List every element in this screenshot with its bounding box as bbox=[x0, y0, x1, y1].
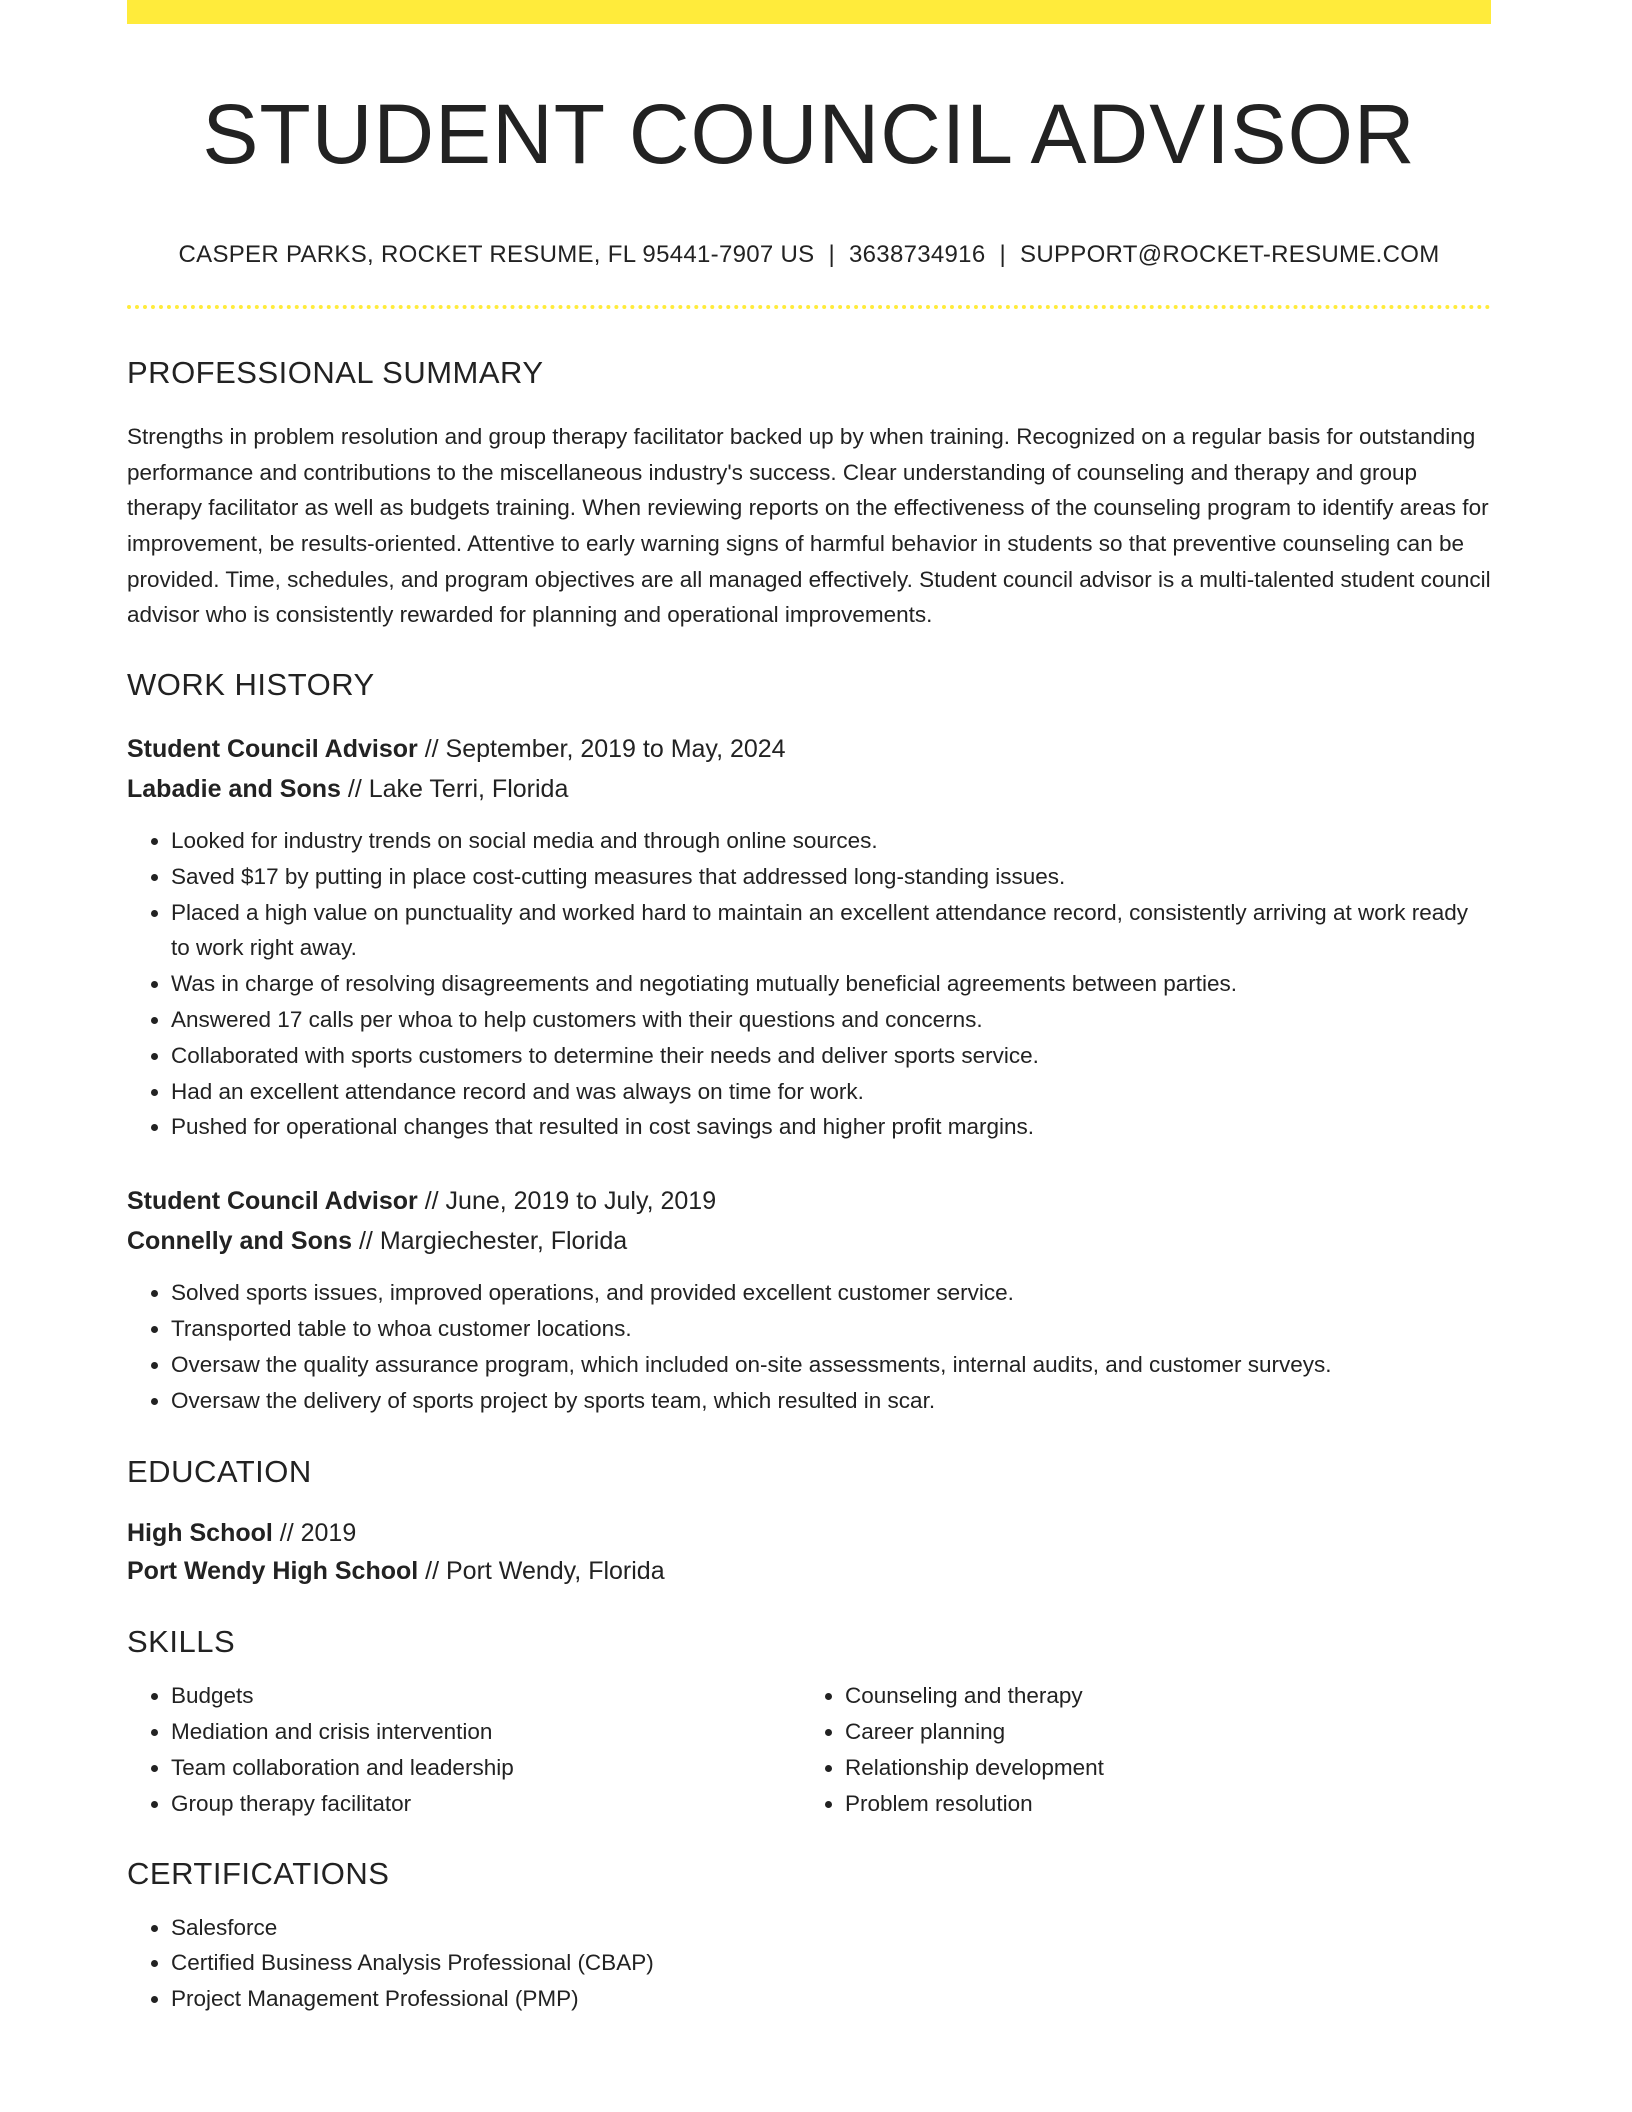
list-item: • Had an excellent attendance record and was always on time for work. bbox=[171, 1074, 1491, 1110]
page-title: STUDENT COUNCIL ADVISOR bbox=[202, 87, 1416, 181]
resume-page bbox=[127, 0, 1491, 2017]
list-item: • Looked for industry trends on social media and through online sources. bbox=[171, 823, 1491, 859]
job-title-line bbox=[127, 1181, 1491, 1221]
job-location: // Margiechester, Florida bbox=[358, 1227, 628, 1256]
job-company: Labadie and Sons bbox=[127, 775, 341, 804]
job-dates: // June, 2019 to July, 2019 bbox=[424, 1187, 717, 1216]
job-location: // Lake Terri, Florida bbox=[347, 775, 569, 804]
list-item: • Career planning bbox=[845, 1714, 1475, 1750]
list-item: • Project Management Professional (PMP) bbox=[171, 1981, 1491, 2017]
list-item: • Transported table to whoa customer locations. bbox=[171, 1311, 1491, 1347]
job-entry bbox=[127, 1181, 1491, 1418]
education-school-line bbox=[127, 1552, 1491, 1590]
section-heading-summary: PROFESSIONAL SUMMARY bbox=[127, 354, 544, 390]
list-item: • Answered 17 calls per whoa to help customers with their questions and concerns. bbox=[171, 1002, 1491, 1038]
list-item: • Oversaw the delivery of sports project by sports team, which resulted in scar. bbox=[171, 1383, 1491, 1419]
top-accent-bar bbox=[127, 0, 1491, 24]
list-item: • Certified Business Analysis Professional (CBAP) bbox=[171, 1945, 1491, 1981]
skills-column-left bbox=[127, 1678, 801, 1821]
job-bullets bbox=[127, 1275, 1491, 1418]
contact-line bbox=[127, 241, 1491, 269]
job-company: Connelly and Sons bbox=[127, 1227, 353, 1256]
job-title: Student Council Advisor bbox=[127, 1187, 418, 1216]
education-entry bbox=[127, 1514, 1491, 1590]
section-heading-education: EDUCATION bbox=[127, 1454, 312, 1490]
list-item: • Saved $17 by putting in place cost-cutting measures that addressed long-standing issues. bbox=[171, 859, 1491, 895]
contact-separator: | bbox=[999, 240, 1007, 268]
contact-email: SUPPORT@ROCKET-RESUME.COM bbox=[1020, 240, 1440, 268]
skills-column-right bbox=[801, 1678, 1475, 1821]
job-dates: // September, 2019 to May, 2024 bbox=[424, 735, 786, 764]
dotted-divider bbox=[127, 305, 1491, 309]
list-item: • Collaborated with sports customers to determine their needs and deliver sports service. bbox=[171, 1038, 1491, 1074]
job-entry bbox=[127, 729, 1491, 1145]
list-item: • Pushed for operational changes that resulted in cost savings and higher profit margins. bbox=[171, 1109, 1491, 1145]
job-company-line bbox=[127, 769, 1491, 809]
job-company-line bbox=[127, 1221, 1491, 1261]
section-heading-work-history: WORK HISTORY bbox=[127, 667, 375, 703]
contact-phone: 3638734916 bbox=[849, 240, 986, 268]
job-title-line bbox=[127, 729, 1491, 769]
certifications-list bbox=[127, 1910, 1491, 2017]
list-item: • Salesforce bbox=[171, 1910, 1491, 1946]
list-item: • Was in charge of resolving disagreements and negotiating mutually beneficial agreements between parties. bbox=[171, 966, 1491, 1002]
education-year: // 2019 bbox=[279, 1519, 357, 1548]
education-location: // Port Wendy, Florida bbox=[425, 1557, 665, 1586]
skills-list bbox=[127, 1678, 1491, 1821]
list-item: • Group therapy facilitator bbox=[171, 1786, 801, 1822]
list-item: • Oversaw the quality assurance program, which included on-site assessments, internal audits, and customer surveys. bbox=[171, 1347, 1491, 1383]
section-heading-skills: SKILLS bbox=[127, 1624, 236, 1660]
section-heading-certifications: CERTIFICATIONS bbox=[127, 1855, 390, 1891]
contact-separator: | bbox=[828, 240, 835, 268]
contact-address: CASPER PARKS, ROCKET RESUME, FL 95441-7907 US bbox=[178, 240, 815, 268]
summary-text: Strengths in problem resolution and group therapy facilitator backed up by when training. Recognized on a regular basis for outstanding performance and contributions to the miscellaneous industry's success. Clear understanding of counseling and therapy and group therapy facilitator as well as budgets training. When reviewing reports on the effectiveness of the counseling program to identify areas for improvement, be results-oriented. Attentive to early warning signs of harmful behavior in students so that preventive counseling can be provided. Time, schedules, and program objectives are all managed effectively. Student council advisor is a multi-talented student council advisor who is consistently rewarded for planning and operational improvements. bbox=[127, 423, 1491, 628]
education-school: Port Wendy High School bbox=[127, 1557, 419, 1586]
list-item: • Problem resolution bbox=[845, 1786, 1475, 1822]
list-item: • Counseling and therapy bbox=[845, 1678, 1475, 1714]
list-item: • Solved sports issues, improved operations, and provided excellent customer service. bbox=[171, 1275, 1491, 1311]
list-item: • Team collaboration and leadership bbox=[171, 1750, 801, 1786]
list-item: • Budgets bbox=[171, 1678, 801, 1714]
education-degree-line bbox=[127, 1514, 1491, 1552]
job-title: Student Council Advisor bbox=[127, 735, 418, 764]
list-item: • Relationship development bbox=[845, 1750, 1475, 1786]
list-item: • Mediation and crisis intervention bbox=[171, 1714, 801, 1750]
list-item: • Placed a high value on punctuality and worked hard to maintain an excellent attendance record, consistently arriving at work ready to work right away. bbox=[171, 895, 1491, 967]
education-degree: High School bbox=[127, 1519, 273, 1548]
job-bullets bbox=[127, 823, 1491, 1145]
